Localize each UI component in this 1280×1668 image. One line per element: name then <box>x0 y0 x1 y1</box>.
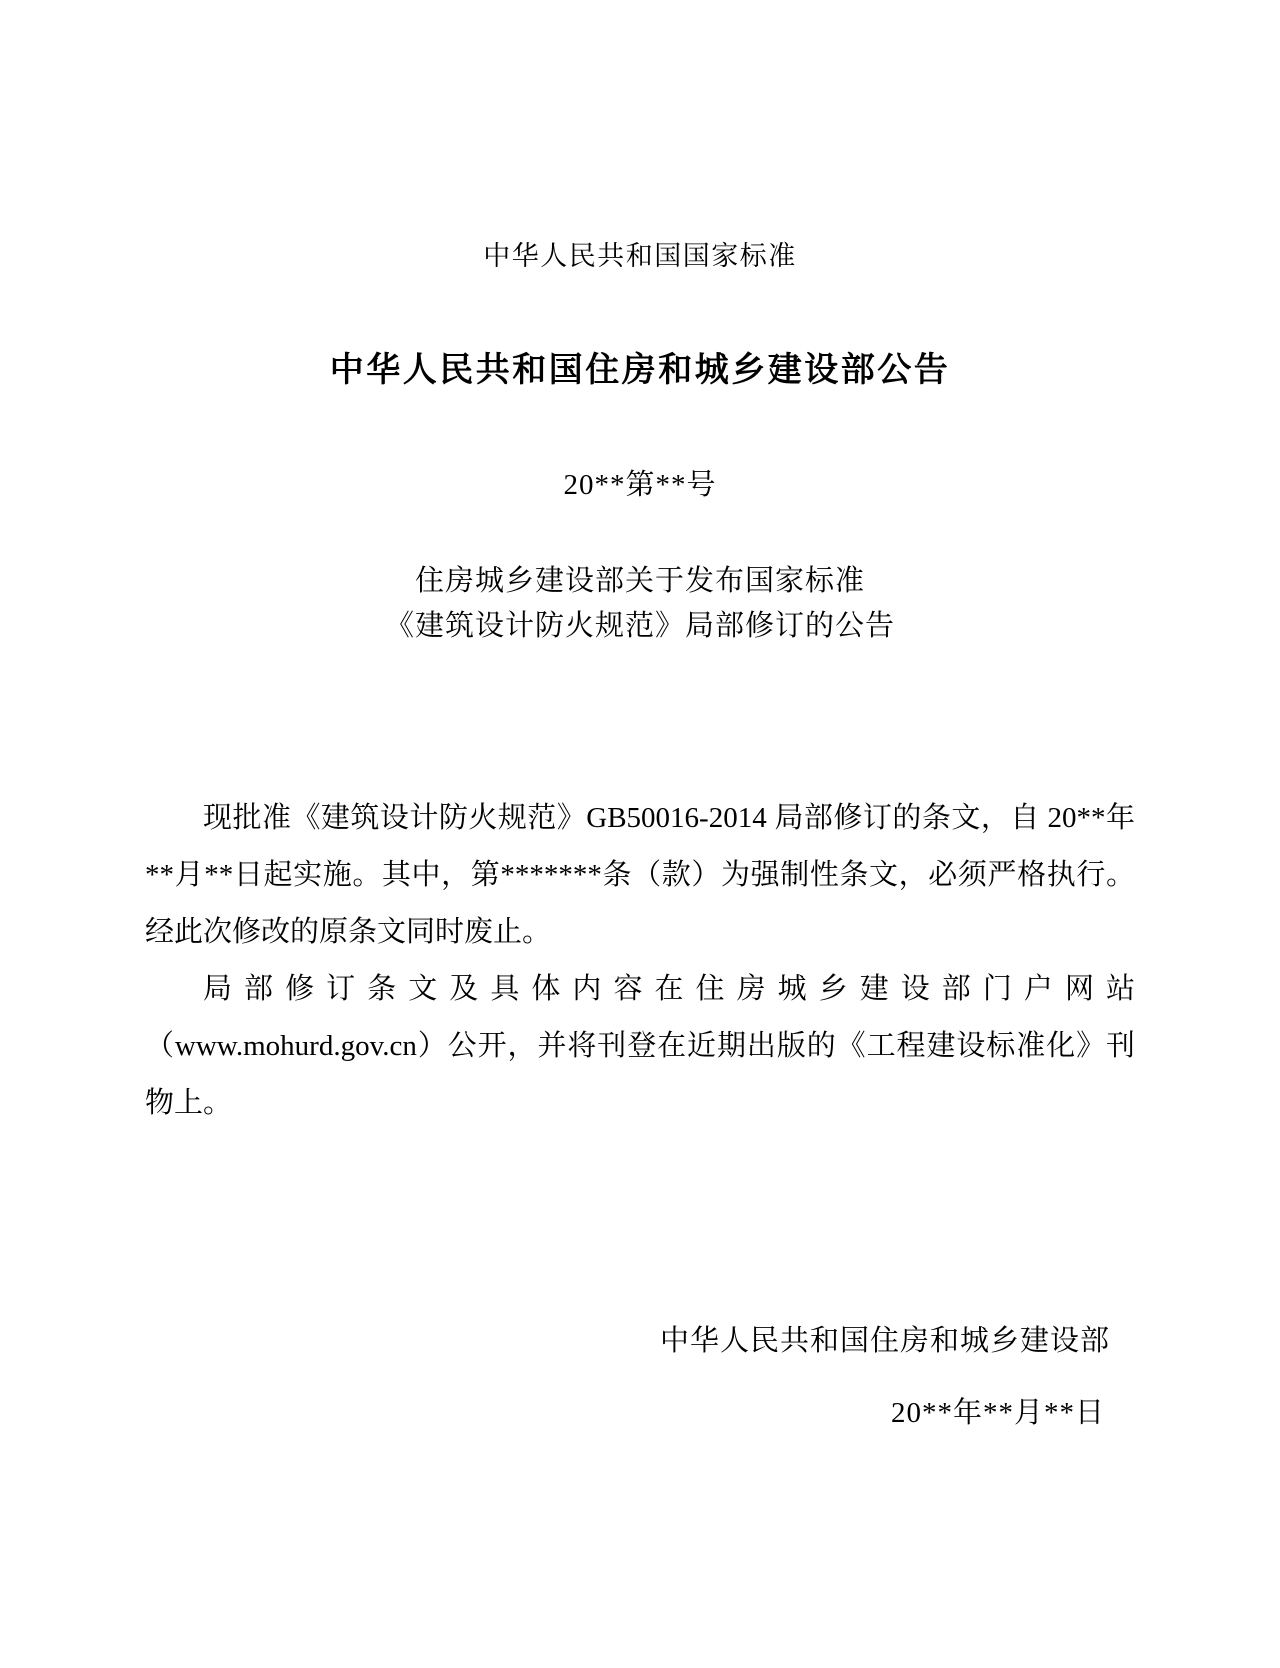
announcement-number: 20**第**号 <box>563 469 717 501</box>
document-body <box>145 790 1135 1132</box>
subtitle-line-2: 《建筑设计防火规范》局部修订的公告 <box>384 610 895 642</box>
document-title: 中华人民共和国住房和城乡建设部公告 <box>329 351 951 389</box>
issue-date: 20**年**月**日 <box>890 1397 1105 1429</box>
announcement-subtitle <box>0 559 1280 649</box>
paragraph-publication: 局部修订条文及具体内容在住房城乡建设部门户网站（www.mohurd.gov.cn）公开，并将刊登在近期出版的《工程建设标准化》刊物上。 <box>145 973 1135 1119</box>
paragraph-approval: 现批准《建筑设计防火规范》GB50016-2014 局部修订的条文，自 20**年**月**日起实施。其中，第*******条（款）为强制性条文，必须严格执行。经此次修改的原条文同时废止。 <box>145 802 1135 948</box>
issuer-signature: 中华人民共和国住房和城乡建设部 <box>659 1325 1110 1357</box>
national-standard-header: 中华人民共和国国家标准 <box>483 241 797 271</box>
subtitle-line-1: 住房城乡建设部关于发布国家标准 <box>414 565 865 597</box>
